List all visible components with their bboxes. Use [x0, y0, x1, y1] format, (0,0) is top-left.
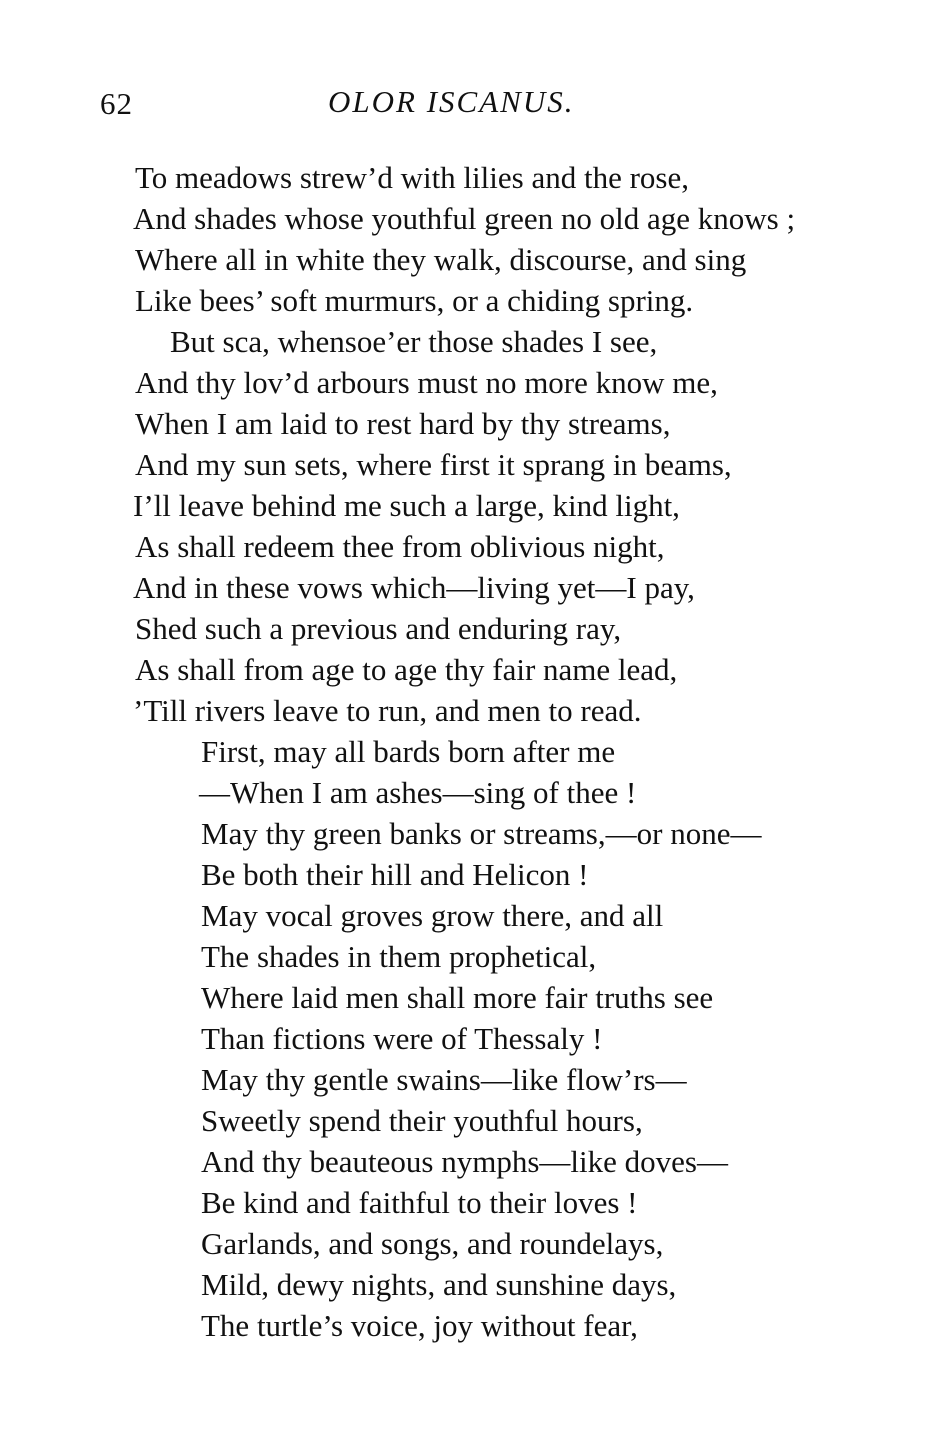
poem-line: And thy lov’d arbours must no more know me, [135, 365, 718, 400]
poem-line: The shades in them prophetical, [201, 939, 597, 974]
poem-line: Be both their hill and Helicon ! [201, 857, 589, 892]
poem-line: Where all in white they walk, discourse, and sing [135, 242, 747, 277]
poem-line: And shades whose youthful green no old age knows ; [133, 201, 796, 236]
poem-line: Mild, dewy nights, and sunshine days, [201, 1267, 677, 1302]
poem-line: ’Till rivers leave to run, and men to read. [133, 693, 642, 728]
poem-line: Than fictions were of Thessaly ! [201, 1021, 603, 1056]
poem-line: Garlands, and songs, and roundelays, [201, 1226, 664, 1261]
running-title: OLOR ISCANUS. [328, 84, 575, 119]
poem-line: As shall from age to age thy fair name lead, [135, 652, 678, 687]
page-number: 62 [100, 86, 133, 121]
poem-line: When I am laid to rest hard by thy streams, [135, 406, 671, 441]
poem-line: And my sun sets, where first it sprang in beams, [135, 447, 732, 482]
poem-line: I’ll leave behind me such a large, kind light, [133, 488, 680, 523]
poem-line: First, may all bards born after me [201, 734, 616, 769]
page-header [0, 80, 927, 130]
poem-line: May thy green banks or streams,—or none— [201, 816, 762, 851]
poem-line: The turtle’s voice, joy without fear, [201, 1308, 638, 1343]
poem-line: Shed such a previous and enduring ray, [135, 611, 622, 646]
poem-line: May vocal groves grow there, and all [201, 898, 664, 933]
poem-line: As shall redeem thee from oblivious night, [135, 529, 665, 564]
poem-line: But sca, whensoe’er those shades I see, [170, 324, 658, 359]
poem-line: —When I am ashes—sing of thee ! [199, 775, 637, 810]
poem-line: To meadows strew’d with lilies and the rose, [135, 160, 689, 195]
poem-line: And thy beauteous nymphs—like doves— [201, 1144, 728, 1179]
poem-line: Where laid men shall more fair truths see [201, 980, 714, 1015]
poem-line: Be kind and faithful to their loves ! [201, 1185, 638, 1220]
poem-line: May thy gentle swains—like flow’rs— [201, 1062, 687, 1097]
poem-line: Like bees’ soft murmurs, or a chiding spring. [135, 283, 694, 318]
poem-line: And in these vows which—living yet—I pay, [133, 570, 695, 605]
poem-line: Sweetly spend their youthful hours, [201, 1103, 643, 1138]
